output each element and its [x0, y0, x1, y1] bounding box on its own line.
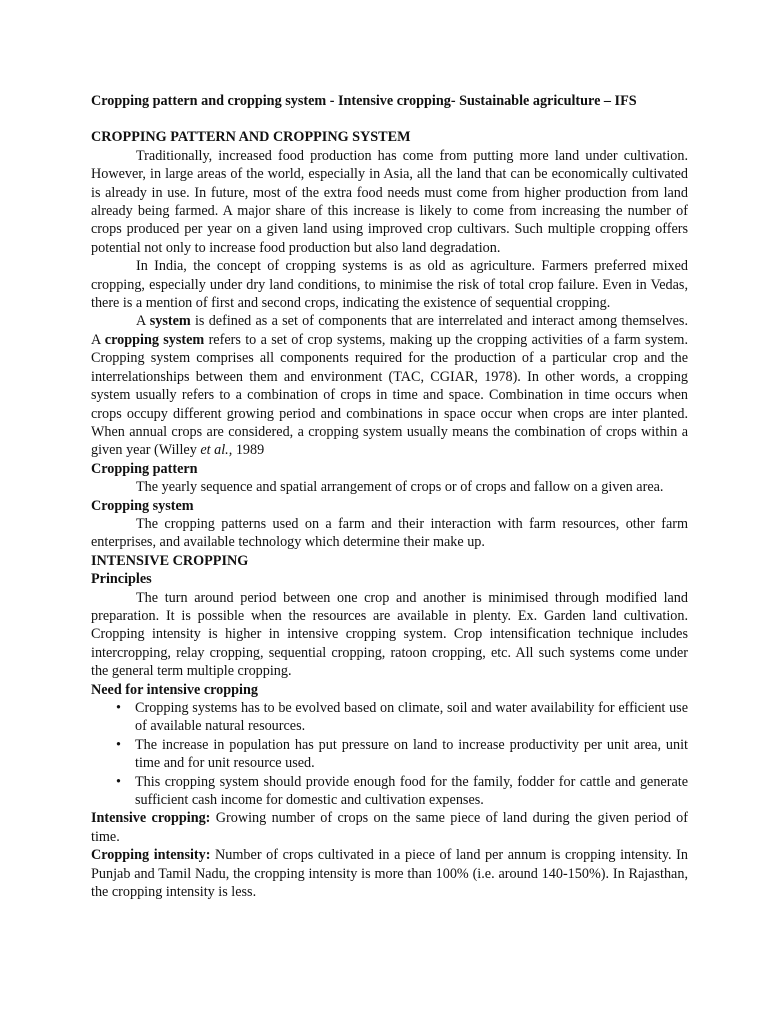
list-item: [116, 773, 688, 810]
bullet-marker: •: [116, 700, 121, 716]
text-run: Growing number of crops on the same piece of land during the given period of time.: [91, 810, 688, 845]
citation-et-al: et al.,: [200, 442, 233, 459]
need-bullet-list: [91, 699, 688, 809]
paragraph-india-concept: In India, the concept of cropping systems is as old as agriculture. Farmers preferred mixed cropping, especially under dry land conditions, to minimise the risk of total crop failure. Even in Vedas, there is a mention of first and second crops, indicating the existence of sequential cropping.: [91, 258, 688, 312]
term-system: system: [149, 313, 191, 330]
paragraph-intensive-cropping-definition: [91, 809, 688, 846]
text-run: Number of crops cultivated in a piece of land per annum is cropping intensity. In Punjab and Tamil Nadu, the cropping intensity is more than 100% (i.e. around 140-150%). In Rajasthan, the cropping intensity is less.: [91, 847, 688, 901]
paragraph-system-definition: [91, 312, 688, 459]
paragraph-cropping-intensity: [91, 846, 688, 901]
text-run: refers to a set of crop systems, making up the cropping activities of a farm system. Cropping system comprises all components required for the production of a particular crop and the interrelationships between them and environment (TAC, CGIAR, 1978). In other words, a cropping system usually refers to a combination of crops in time and space. Combination in time occurs when crops occupy different growing period and combinations in space occur when crops are inter planted. When annual crops are considered, a cropping system usually means the combination of crops within a given year (Willey: [91, 331, 688, 459]
term-cropping-system: cropping system: [104, 331, 205, 348]
list-item-text: Cropping systems has to be evolved based on climate, soil and water availability for efficient use of available natural resources.: [135, 700, 688, 735]
term-intensive-cropping: Intensive cropping:: [91, 810, 211, 827]
paragraph-cropping-pattern: The yearly sequence and spatial arrangement of crops or of crops and fallow on a given area.: [136, 479, 664, 496]
list-item-text: This cropping system should provide enough food for the family, fodder for cattle and generate sufficient cash income for domestic and cultivation expenses.: [135, 773, 688, 809]
list-item: [116, 699, 688, 736]
heading-cropping-system: Cropping system: [91, 497, 194, 514]
paragraph-cropping-system: The cropping patterns used on a farm and their interaction with farm resources, other farm enterprises, and available technology which determine their make up.: [91, 515, 688, 551]
paragraph-principles: The turn around period between one crop and another is minimised through modified land preparation. It is possible when the resources are available in plenty. Ex. Garden land cultivation. Cropping intensity is higher in intensive cropping system. Crop intensification technique includes intercropping, relay cropping, sequential cropping, ratoon cropping, etc. All such systems come under the general term multiple cropping.: [91, 589, 688, 680]
bullet-marker: •: [116, 773, 121, 790]
list-item: [116, 736, 688, 773]
section-heading-cropping-pattern-and-system: CROPPING PATTERN AND CROPPING SYSTEM: [91, 129, 411, 146]
heading-cropping-pattern: Cropping pattern: [91, 460, 198, 477]
paragraph-traditionally: Traditionally, increased food production has come from putting more land under cultivation. However, in large areas of the world, especially in Asia, all the land that can be economically cultivated is already in use. In future, most of the extra food needs must come from higher production from land already being farmed. A major share of this increase is likely to come from increasing the number of crops produced per year on a given land using improved crop cultivars. Such multiple cropping offers potential not only to increase food production but also land degradation.: [91, 147, 688, 256]
section-heading-intensive-cropping: INTENSIVE CROPPING: [91, 552, 249, 569]
document-title: Cropping pattern and cropping system - Intensive cropping- Sustainable agriculture – IFS: [91, 93, 637, 109]
term-cropping-intensity: Cropping intensity:: [91, 847, 211, 864]
heading-principles: Principles: [91, 571, 152, 588]
heading-need-for-intensive-cropping: Need for intensive cropping: [91, 681, 258, 698]
text-run: 1989: [232, 442, 265, 459]
text-run: is defined as a set of components that are interrelated and interact among themselves. A: [91, 313, 689, 348]
list-item-text: The increase in population has put pressure on land to increase productivity per unit area, unit time and for unit resource used.: [135, 736, 688, 772]
text-run: A: [136, 313, 150, 330]
bullet-marker: •: [116, 736, 121, 753]
